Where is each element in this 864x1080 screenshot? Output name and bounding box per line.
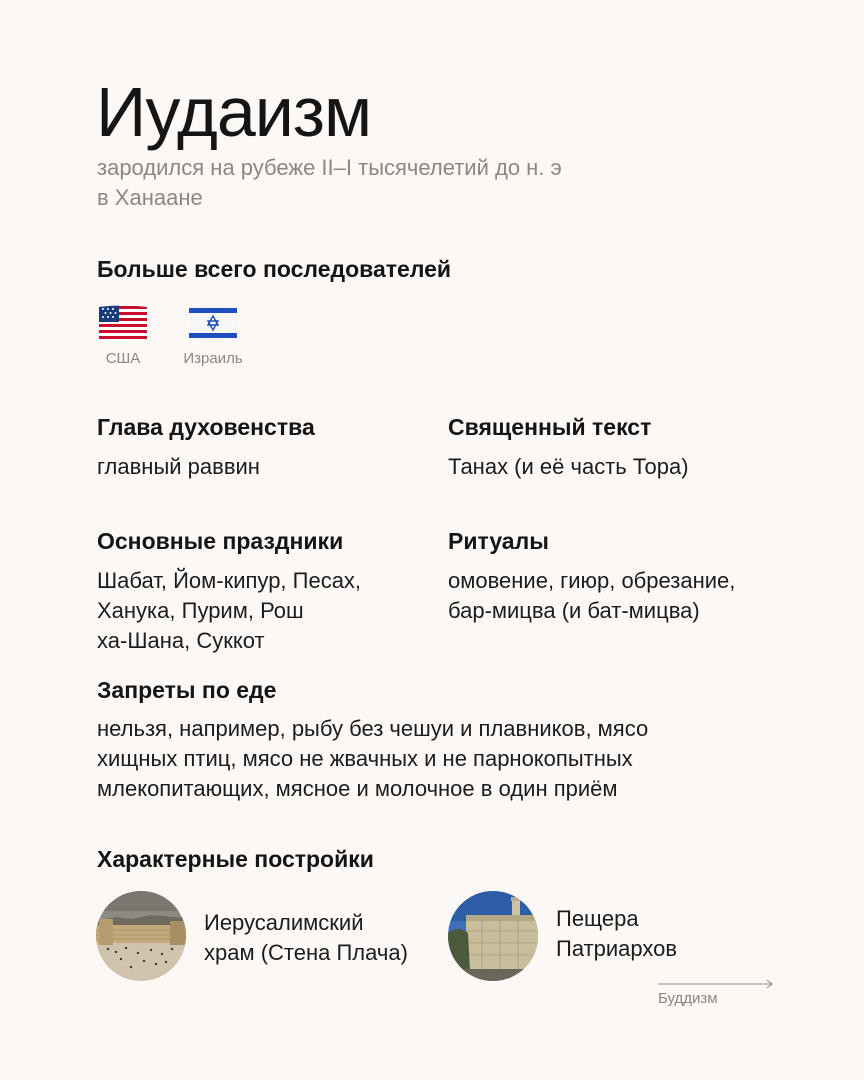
country-israel (173, 304, 253, 367)
building-line: Иерусалимский (204, 910, 364, 935)
scripture-heading: Священный текст (448, 414, 652, 440)
clergy-text: главный раввин (97, 454, 260, 479)
building-line: Пещера (556, 906, 639, 931)
food-line: нельзя, например, рыбу без чешуи и плавников, мясо (97, 716, 649, 741)
country-label: США (105, 350, 141, 367)
followers-heading: Больше всего последователей (97, 256, 452, 282)
rituals-text (448, 566, 735, 626)
next-page-link[interactable] (658, 978, 776, 1010)
clergy-heading: Глава духовенства (97, 414, 315, 440)
page-title: Иудаизм (96, 73, 372, 151)
food-text (97, 714, 648, 804)
western-wall-photo (96, 891, 186, 981)
arrow-right-icon (658, 978, 776, 990)
rituals-line: омовение, гиюр, обрезание, (448, 568, 736, 593)
scripture-text: Танах (и её часть Тора) (448, 454, 689, 479)
country-label: Израиль (183, 350, 243, 367)
building-caption (204, 908, 408, 968)
holidays-text (97, 566, 361, 656)
origin-subtitle (97, 153, 717, 213)
usa-flag-icon (96, 304, 150, 342)
food-line: млекопитающих, мясное и молочное в один приём (97, 776, 618, 801)
next-page-label: Буддизм (658, 990, 718, 1007)
holidays-line: Шабат, Йом-кипур, Песах, (97, 568, 362, 593)
food-line: хищных птиц, мясо не жвачных и не парнокопытных (97, 746, 633, 771)
subtitle-line: в Ханаане (97, 185, 203, 210)
subtitle-line: зародился на рубеже II–I тысячелетий до н. э (97, 155, 562, 180)
holidays-line: Ханука, Пурим, Рош (97, 598, 304, 623)
buildings-heading: Характерные постройки (97, 846, 374, 872)
building-caption (556, 904, 677, 964)
rituals-line: бар-мицва (и бат-мицва) (448, 598, 700, 623)
building-line: храм (Стена Плача) (204, 940, 408, 965)
holidays-heading: Основные праздники (97, 528, 344, 554)
country-usa (83, 304, 163, 367)
rituals-heading: Ритуалы (448, 528, 549, 554)
cave-of-patriarchs-photo (448, 891, 538, 981)
food-heading: Запреты по еде (97, 677, 277, 703)
israel-flag-icon (186, 304, 240, 342)
building-line: Патриархов (556, 936, 678, 961)
holidays-line: ха-Шана, Суккот (97, 628, 265, 653)
